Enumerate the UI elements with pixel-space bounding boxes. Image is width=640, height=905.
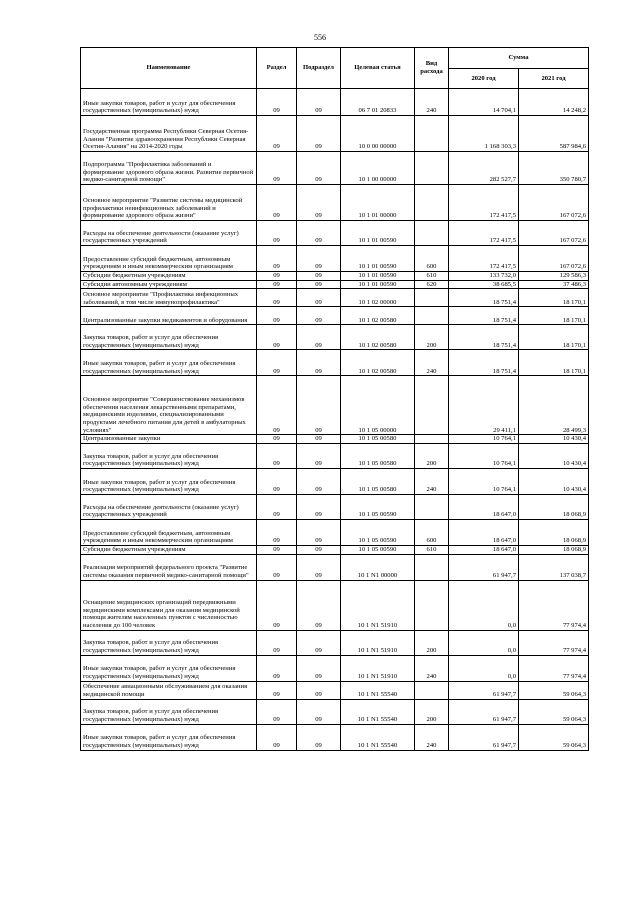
- row-target-article: 10 1 N1 55540: [341, 724, 415, 750]
- table-row: [81, 116, 589, 152]
- row-expense-type: 240: [415, 724, 449, 750]
- row-sum-2020: 18 751,4: [449, 289, 519, 307]
- row-target-article: 10 1 05 00580: [341, 435, 415, 444]
- row-subsection: 09: [297, 655, 341, 681]
- header-sum: Сумма: [449, 48, 589, 69]
- row-name: Иные закупки товаров, работ и услуг для обеспечения государственных (муниципальных) нужд: [81, 89, 257, 116]
- row-target-article: 10 1 N1 51910: [341, 655, 415, 681]
- row-sum-2021: 350 780,7: [519, 152, 589, 185]
- row-expense-type: [415, 554, 449, 580]
- row-section: 09: [257, 699, 297, 724]
- row-target-article: 10 1 02 00580: [341, 350, 415, 376]
- row-sum-2020: 1 168 303,3: [449, 116, 519, 152]
- row-name: Иные закупки товаров, работ и услуг для обеспечения государственных (муниципальных) нужд: [81, 350, 257, 376]
- row-sum-2021: 14 248,2: [519, 89, 589, 116]
- row-name: Закупка товаров, работ и услуг для обеспечения государственных (муниципальных) нужд: [81, 444, 257, 469]
- row-sum-2021: 18 170,1: [519, 289, 589, 307]
- table-row: [81, 724, 589, 750]
- row-subsection: 09: [297, 435, 341, 444]
- row-subsection: 09: [297, 325, 341, 350]
- row-target-article: 10 1 01 00590: [341, 246, 415, 272]
- table-row: [81, 376, 589, 435]
- row-subsection: 09: [297, 246, 341, 272]
- row-section: 09: [257, 350, 297, 376]
- row-section: 09: [257, 554, 297, 580]
- row-subsection: 09: [297, 724, 341, 750]
- table-header: [81, 48, 589, 89]
- row-sum-2020: 172 417,5: [449, 185, 519, 221]
- row-sum-2020: 14 704,1: [449, 89, 519, 116]
- row-name: Закупка товаров, работ и услуг для обеспечения государственных (муниципальных) нужд: [81, 325, 257, 350]
- row-section: 09: [257, 221, 297, 246]
- row-subsection: 09: [297, 444, 341, 469]
- row-expense-type: 600: [415, 246, 449, 272]
- row-target-article: 10 1 02 00000: [341, 289, 415, 307]
- table-row: [81, 272, 589, 281]
- row-expense-type: 240: [415, 469, 449, 495]
- row-name: Основное мероприятие "Совершенствование механизмов обеспечения населения лекарственными препаратами, медицинскими изделиями, специализированными продуктами лечебного питания для детей в амбулаторных условиях": [81, 376, 257, 435]
- table-body: [81, 89, 589, 751]
- row-target-article: 10 1 05 00580: [341, 469, 415, 495]
- row-name: Основное мероприятие "Развитие системы медицинской профилактики неинфекционных заболеваний и формирование здорового образа жизни": [81, 185, 257, 221]
- row-section: 09: [257, 376, 297, 435]
- row-expense-type: 610: [415, 546, 449, 555]
- table-row: [81, 630, 589, 655]
- row-subsection: 09: [297, 289, 341, 307]
- header-name: Наименование: [81, 48, 257, 89]
- row-name: Централизованные закупки медикаментов и оборудования: [81, 307, 257, 325]
- row-sum-2021: 37 486,3: [519, 280, 589, 289]
- row-expense-type: 240: [415, 655, 449, 681]
- row-name: Государственная программа Республики Северная Осетия-Алания "Развитие здравоохранения Республики Северная Осетия-Алания" на 2014-2020 годы: [81, 116, 257, 152]
- row-section: 09: [257, 630, 297, 655]
- header-expense-type: Вид расхода: [415, 48, 449, 89]
- row-sum-2021: 59 064,3: [519, 699, 589, 724]
- row-sum-2021: 18 170,1: [519, 325, 589, 350]
- row-expense-type: [415, 116, 449, 152]
- row-subsection: 09: [297, 272, 341, 281]
- table-row: [81, 280, 589, 289]
- table-row: [81, 444, 589, 469]
- row-expense-type: [415, 681, 449, 699]
- row-section: 09: [257, 520, 297, 546]
- row-sum-2021: 10 430,4: [519, 444, 589, 469]
- table-row: [81, 580, 589, 630]
- row-section: 09: [257, 655, 297, 681]
- row-section: 09: [257, 280, 297, 289]
- row-section: 09: [257, 289, 297, 307]
- row-name: Расходы на обеспечение деятельности (оказание услуг) государственных учреждений: [81, 221, 257, 246]
- row-expense-type: 240: [415, 350, 449, 376]
- row-expense-type: 200: [415, 325, 449, 350]
- row-subsection: 09: [297, 580, 341, 630]
- row-sum-2021: 77 974,4: [519, 630, 589, 655]
- header-year-2021: 2021 год: [519, 69, 589, 89]
- row-sum-2021: 167 072,6: [519, 221, 589, 246]
- table-row: [81, 546, 589, 555]
- row-expense-type: [415, 221, 449, 246]
- row-sum-2020: 0,0: [449, 630, 519, 655]
- row-sum-2021: 10 430,4: [519, 469, 589, 495]
- row-sum-2020: 172 417,5: [449, 246, 519, 272]
- row-expense-type: [415, 376, 449, 435]
- row-expense-type: [415, 495, 449, 520]
- row-section: 09: [257, 307, 297, 325]
- row-sum-2020: 18 751,4: [449, 350, 519, 376]
- row-subsection: 09: [297, 469, 341, 495]
- row-subsection: 09: [297, 376, 341, 435]
- row-sum-2021: 167 072,6: [519, 185, 589, 221]
- row-sum-2021: 167 072,6: [519, 246, 589, 272]
- row-section: 09: [257, 681, 297, 699]
- row-subsection: 09: [297, 221, 341, 246]
- table-row: [81, 554, 589, 580]
- row-sum-2020: 18 647,0: [449, 520, 519, 546]
- table-row: [81, 681, 589, 699]
- row-subsection: 09: [297, 520, 341, 546]
- row-section: 09: [257, 469, 297, 495]
- header-year-2020: 2020 год: [449, 69, 519, 89]
- row-section: 09: [257, 444, 297, 469]
- row-sum-2021: 28 499,3: [519, 376, 589, 435]
- table-row: [81, 325, 589, 350]
- header-subsection: Подраздел: [297, 48, 341, 89]
- row-name: Иные закупки товаров, работ и услуг для обеспечения государственных (муниципальных) нужд: [81, 724, 257, 750]
- row-sum-2020: 0,0: [449, 580, 519, 630]
- row-expense-type: 620: [415, 280, 449, 289]
- row-expense-type: 600: [415, 520, 449, 546]
- row-name: Субсидии бюджетным учреждениям: [81, 546, 257, 555]
- row-subsection: 09: [297, 350, 341, 376]
- row-sum-2020: 0,0: [449, 655, 519, 681]
- row-name: Централизованные закупки: [81, 435, 257, 444]
- row-sum-2020: 133 732,0: [449, 272, 519, 281]
- row-section: 09: [257, 272, 297, 281]
- row-target-article: 10 1 05 00590: [341, 546, 415, 555]
- row-sum-2021: 10 430,4: [519, 435, 589, 444]
- row-name: Иные закупки товаров, работ и услуг для обеспечения государственных (муниципальных) нужд: [81, 469, 257, 495]
- row-target-article: 10 0 00 00000: [341, 116, 415, 152]
- budget-table: [80, 47, 589, 751]
- row-section: 09: [257, 246, 297, 272]
- row-section: 09: [257, 116, 297, 152]
- row-section: 09: [257, 495, 297, 520]
- row-sum-2020: 29 411,1: [449, 376, 519, 435]
- row-target-article: 10 1 02 00580: [341, 307, 415, 325]
- row-subsection: 09: [297, 681, 341, 699]
- row-sum-2021: 137 038,7: [519, 554, 589, 580]
- row-expense-type: [415, 580, 449, 630]
- row-name: Основное мероприятие "Профилактика инфекционных заболеваний, в том числе иммунопрофилактика": [81, 289, 257, 307]
- table-row: [81, 350, 589, 376]
- row-target-article: 10 1 N1 00000: [341, 554, 415, 580]
- row-sum-2021: 59 064,3: [519, 724, 589, 750]
- row-name: Оснащение медицинских организаций передвижными медицинскими комплексами для оказания медицинской помощи жителям населенных пунктов с численностью населения до 100 человек: [81, 580, 257, 630]
- row-target-article: 10 1 01 00590: [341, 221, 415, 246]
- row-sum-2020: 18 751,4: [449, 307, 519, 325]
- row-subsection: 09: [297, 280, 341, 289]
- row-sum-2020: 18 647,0: [449, 495, 519, 520]
- row-target-article: 10 1 05 00590: [341, 520, 415, 546]
- row-section: 09: [257, 89, 297, 116]
- table-row: [81, 469, 589, 495]
- row-name: Закупка товаров, работ и услуг для обеспечения государственных (муниципальных) нужд: [81, 630, 257, 655]
- row-sum-2021: 77 974,4: [519, 655, 589, 681]
- row-expense-type: [415, 152, 449, 185]
- row-name: Обеспечение авиационными обслуживанием для оказания медицинской помощи: [81, 681, 257, 699]
- row-name: Предоставление субсидий бюджетным, автономным учреждениям и иным некоммерческим организациям: [81, 520, 257, 546]
- table-row: [81, 89, 589, 116]
- row-section: 09: [257, 185, 297, 221]
- row-sum-2021: 59 064,3: [519, 681, 589, 699]
- header-section: Раздел: [257, 48, 297, 89]
- row-section: 09: [257, 435, 297, 444]
- table-row: [81, 221, 589, 246]
- row-target-article: 10 1 02 00580: [341, 325, 415, 350]
- row-target-article: 10 1 01 00000: [341, 185, 415, 221]
- row-target-article: 10 1 01 00590: [341, 272, 415, 281]
- row-sum-2020: 38 685,5: [449, 280, 519, 289]
- row-target-article: 10 1 N1 55540: [341, 681, 415, 699]
- row-expense-type: [415, 435, 449, 444]
- row-sum-2021: 18 068,9: [519, 546, 589, 555]
- row-expense-type: 240: [415, 89, 449, 116]
- row-subsection: 09: [297, 554, 341, 580]
- row-target-article: 10 1 N1 51910: [341, 580, 415, 630]
- row-sum-2020: 282 527,7: [449, 152, 519, 185]
- row-sum-2021: 18 068,9: [519, 495, 589, 520]
- row-target-article: 06 7 01 20833: [341, 89, 415, 116]
- row-sum-2020: 18 751,4: [449, 325, 519, 350]
- row-name: Расходы на обеспечение деятельности (оказание услуг) государственных учреждений: [81, 495, 257, 520]
- row-name: Субсидии автономным учреждениям: [81, 280, 257, 289]
- table-row: [81, 699, 589, 724]
- row-sum-2020: 18 647,0: [449, 546, 519, 555]
- row-subsection: 09: [297, 495, 341, 520]
- row-sum-2020: 10 764,1: [449, 469, 519, 495]
- table-row: [81, 520, 589, 546]
- row-section: 09: [257, 152, 297, 185]
- row-expense-type: 200: [415, 630, 449, 655]
- row-expense-type: 610: [415, 272, 449, 281]
- row-section: 09: [257, 325, 297, 350]
- row-target-article: 10 1 05 00590: [341, 495, 415, 520]
- table-row: [81, 289, 589, 307]
- row-target-article: 10 1 05 00000: [341, 376, 415, 435]
- header-target-article: Целевая статья: [341, 48, 415, 89]
- row-sum-2020: 10 764,1: [449, 435, 519, 444]
- row-sum-2020: 61 947,7: [449, 724, 519, 750]
- row-subsection: 09: [297, 152, 341, 185]
- row-name: Закупка товаров, работ и услуг для обеспечения государственных (муниципальных) нужд: [81, 699, 257, 724]
- table-row: [81, 185, 589, 221]
- row-subsection: 09: [297, 89, 341, 116]
- row-sum-2020: 61 947,7: [449, 699, 519, 724]
- row-expense-type: [415, 307, 449, 325]
- table-row: [81, 655, 589, 681]
- row-expense-type: [415, 185, 449, 221]
- table-row: [81, 495, 589, 520]
- row-sum-2020: 61 947,7: [449, 681, 519, 699]
- row-name: Реализация мероприятий федерального проекта "Развитие системы оказания первичной медико-санитарной помощи": [81, 554, 257, 580]
- table-row: [81, 246, 589, 272]
- row-target-article: 10 1 N1 55540: [341, 699, 415, 724]
- row-subsection: 09: [297, 630, 341, 655]
- row-section: 09: [257, 724, 297, 750]
- row-sum-2021: 18 170,1: [519, 307, 589, 325]
- page-number: 556: [314, 33, 326, 42]
- row-name: Субсидии бюджетным учреждениям: [81, 272, 257, 281]
- row-name: Предоставление субсидий бюджетным, автономным учреждениям и иным некоммерческим организациям: [81, 246, 257, 272]
- row-sum-2020: 172 417,5: [449, 221, 519, 246]
- row-section: 09: [257, 546, 297, 555]
- row-sum-2021: 129 586,3: [519, 272, 589, 281]
- row-expense-type: 200: [415, 444, 449, 469]
- row-subsection: 09: [297, 307, 341, 325]
- row-target-article: 10 1 N1 51910: [341, 630, 415, 655]
- row-subsection: 09: [297, 116, 341, 152]
- table-row: [81, 307, 589, 325]
- row-sum-2021: 587 984,6: [519, 116, 589, 152]
- row-section: 09: [257, 580, 297, 630]
- row-subsection: 09: [297, 546, 341, 555]
- row-target-article: 10 1 01 00590: [341, 280, 415, 289]
- row-sum-2021: 18 068,9: [519, 520, 589, 546]
- row-sum-2021: 18 170,1: [519, 350, 589, 376]
- row-name: Подпрограмма "Профилактика заболеваний и формирование здорового образа жизни. Развитие первичной медико-санитарной помощи": [81, 152, 257, 185]
- row-target-article: 10 1 00 00000: [341, 152, 415, 185]
- table-row: [81, 435, 589, 444]
- row-subsection: 09: [297, 185, 341, 221]
- row-name: Иные закупки товаров, работ и услуг для обеспечения государственных (муниципальных) нужд: [81, 655, 257, 681]
- row-sum-2021: 77 974,4: [519, 580, 589, 630]
- row-sum-2020: 10 764,1: [449, 444, 519, 469]
- table-row: [81, 152, 589, 185]
- row-expense-type: 200: [415, 699, 449, 724]
- row-target-article: 10 1 05 00580: [341, 444, 415, 469]
- row-sum-2020: 61 947,7: [449, 554, 519, 580]
- row-subsection: 09: [297, 699, 341, 724]
- row-expense-type: [415, 289, 449, 307]
